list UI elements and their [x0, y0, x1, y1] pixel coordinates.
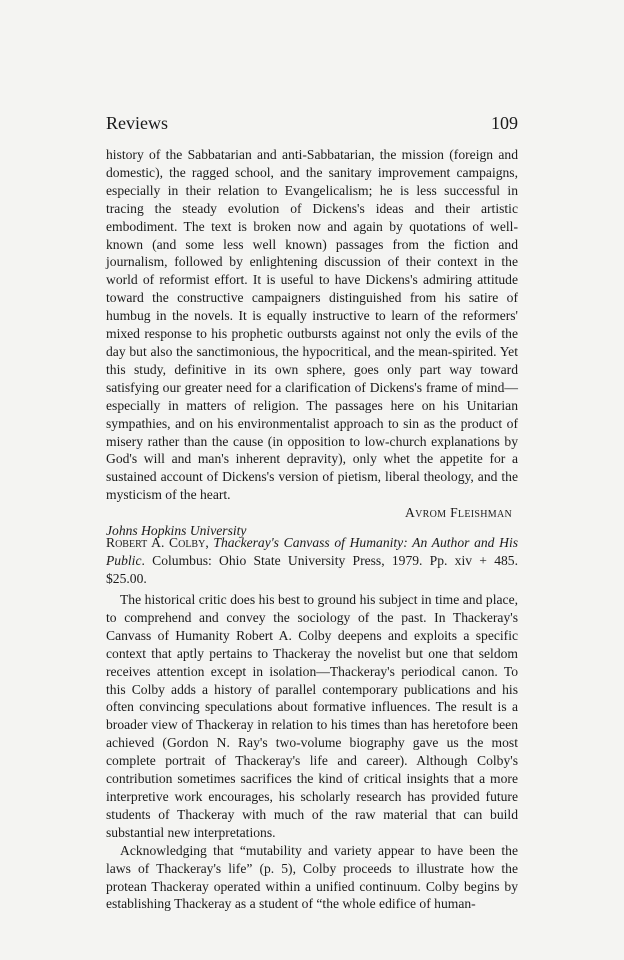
- page-number: 109: [491, 113, 518, 133]
- review-dickens-continuation: [106, 146, 518, 540]
- running-header: [106, 113, 518, 134]
- book-author: Robert A. Colby: [106, 535, 206, 550]
- body-paragraph: The historical critic does his best to ground his subject in time and place, to comprehend and convey the sociology of the past. In Thackeray's Canvass of Humanity Robert A. Colby deepens and exploits a specific context that aptly pertains to Thackeray the novelist but one that seldom receives attention except in isolation—Thackeray's periodical canon. To this Colby adds a history of parallel contemporary publications and his often convincing speculations about formative influences. The result is a broader view of Thackeray in relation to his times than has heretofore been achieved (Gordon N. Ray's two-volume biography gave us the most complete portrait of Thackeray's life and career). Although Colby's contribution sometimes sacrifices the kind of critical insights that a more interpretive work encourages, his scholarly research has provided future students of Thackeray with much of the raw material that can build substantial new interpretations.: [106, 592, 518, 840]
- review-citation: [106, 534, 518, 588]
- reviewer-signature-line: [106, 504, 518, 522]
- section-title: Reviews: [106, 113, 168, 133]
- book-citation: Robert A. Colby, Thackeray's Canvass of Humanity: An Author and His Public. Columbus: Ohio State University Press, 1979. Pp. xiv + 485. $25.00.: [106, 535, 519, 586]
- book-publication-details: . Columbus: Ohio State University Press, 1979. Pp. xiv + 485. $25.00.: [106, 552, 518, 586]
- body-paragraph: Acknowledging that “mutability and variety appear to have been the laws of Thackeray's life” (p. 5), Colby proceeds to illustrate how the protean Thackeray operated within a unified continuum. Colby begins by establishing Thackeray as a student of “the whole edifice of human-: [106, 842, 518, 912]
- reviewer-institution: Johns Hopkins University: [106, 523, 247, 539]
- body-paragraph: history of the Sabbatarian and anti-Sabbatarian, the mission (foreign and domestic), the ragged school, and the sanitary improvement campaigns, especially in their relation to Evangelicalism; he is less successful in tracing the steady evolution of Dickens's ideas and their artistic embodiment. The text is broken now and again by quotations of well-known (and some less well known) passages from the fiction and journalism, followed by enlightening discussion of their context in the world of reformist effort. It is useful to have Dickens's admiring attitude toward the constructive campaigners distinguished from his satire of humbug in the novels. It is equally instructive to learn of the reformers' mixed response to his prophetic outbursts against not only the evils of the day but also the sanctimonious, the hypocritical, and the mean-spirited. Yet this study, definitive in its own sphere, goes only part way toward satisfying our greater need for a clarification of Dickens's frame of mind—especially in matters of religion. The passages here on his Unitarian sympathies, and on his environmentalist approach to sin as the product of misery rather than the cause (in opposition to low-church explanations by God's will and man's inherent depravity), only whet the appetite for a sustained account of Dickens's version of pietism, liberal theology, and the mysticism of the heart.: [106, 147, 518, 503]
- review-thackeray-body: [106, 591, 518, 913]
- reviewer-name: Avrom Fleishman: [405, 505, 512, 521]
- book-title: Thackeray's Canvass of Humanity: An Author and His Public: [106, 535, 519, 568]
